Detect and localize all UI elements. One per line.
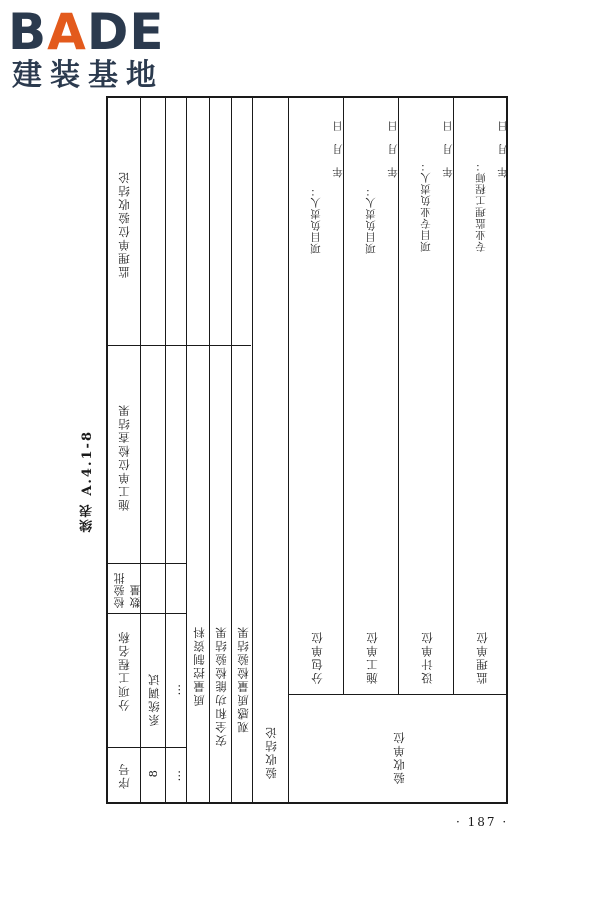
grid-line [107, 747, 187, 748]
grid-line [453, 97, 454, 694]
table-border-bottom [106, 802, 508, 804]
header-sub-item-name: 分项工程名称 [117, 630, 131, 711]
unit-signer: 项目专业负责人： [420, 160, 432, 252]
summary-safety-function-results: 安全和功能检验结果 [214, 625, 228, 747]
unit-date: 年 月 日 [332, 120, 344, 178]
header-contractor-result: 施工单位检查结果 [117, 403, 131, 511]
unit-signer: 项目负责人： [365, 185, 377, 254]
unit-date: 年 月 日 [442, 120, 454, 178]
bade-logo [8, 4, 178, 96]
grid-line [186, 97, 187, 803]
unit-signer: 项目负责人： [310, 185, 322, 254]
row-seq: 8 [146, 768, 160, 778]
unit-date: 年 月 日 [387, 120, 399, 178]
acceptance-conclusion-label: 验收结论 [264, 725, 278, 779]
grid-line [288, 694, 507, 695]
header-batch-count: 检验批数量 [113, 572, 142, 608]
grid-line [343, 97, 344, 694]
table-border-left [106, 96, 108, 804]
row-seq: … [169, 768, 183, 782]
grid-line [140, 97, 141, 803]
row-name: … [169, 682, 183, 696]
acceptance-units-label: 验收单位 [392, 730, 406, 784]
grid-line [107, 613, 187, 614]
header-supervisor-conclusion: 监理单位验收结论 [117, 170, 131, 278]
table-border-right [506, 96, 508, 804]
logo-subtitle: 建装基地 [12, 58, 164, 93]
grid-line [288, 97, 289, 803]
grid-line [252, 97, 253, 803]
grid-line [165, 97, 166, 803]
unit-date: 年 月 日 [497, 120, 509, 178]
row-name: 系统调试 [147, 672, 161, 726]
unit-name: 监理单位 [475, 630, 489, 684]
grid-line [107, 345, 251, 346]
unit-name: 施工单位 [365, 630, 379, 684]
table-border-top [106, 96, 508, 98]
page-number: · 187 · [456, 815, 509, 829]
summary-appearance-results: 观感质量检验结果 [236, 625, 250, 733]
table-title: 续表 A.4.1-8 [80, 430, 95, 533]
grid-line [231, 97, 232, 803]
header-seq: 序号 [117, 762, 131, 789]
unit-name: 设计单位 [420, 630, 434, 684]
grid-line [398, 97, 399, 694]
logo-wordmark: BADE [8, 3, 165, 61]
grid-line [107, 563, 187, 564]
summary-quality-control-docs: 质量控制资料 [192, 625, 206, 706]
unit-signer: 专业监理工程师： [475, 160, 487, 252]
grid-line [209, 97, 210, 803]
unit-name: 分包单位 [310, 630, 324, 684]
